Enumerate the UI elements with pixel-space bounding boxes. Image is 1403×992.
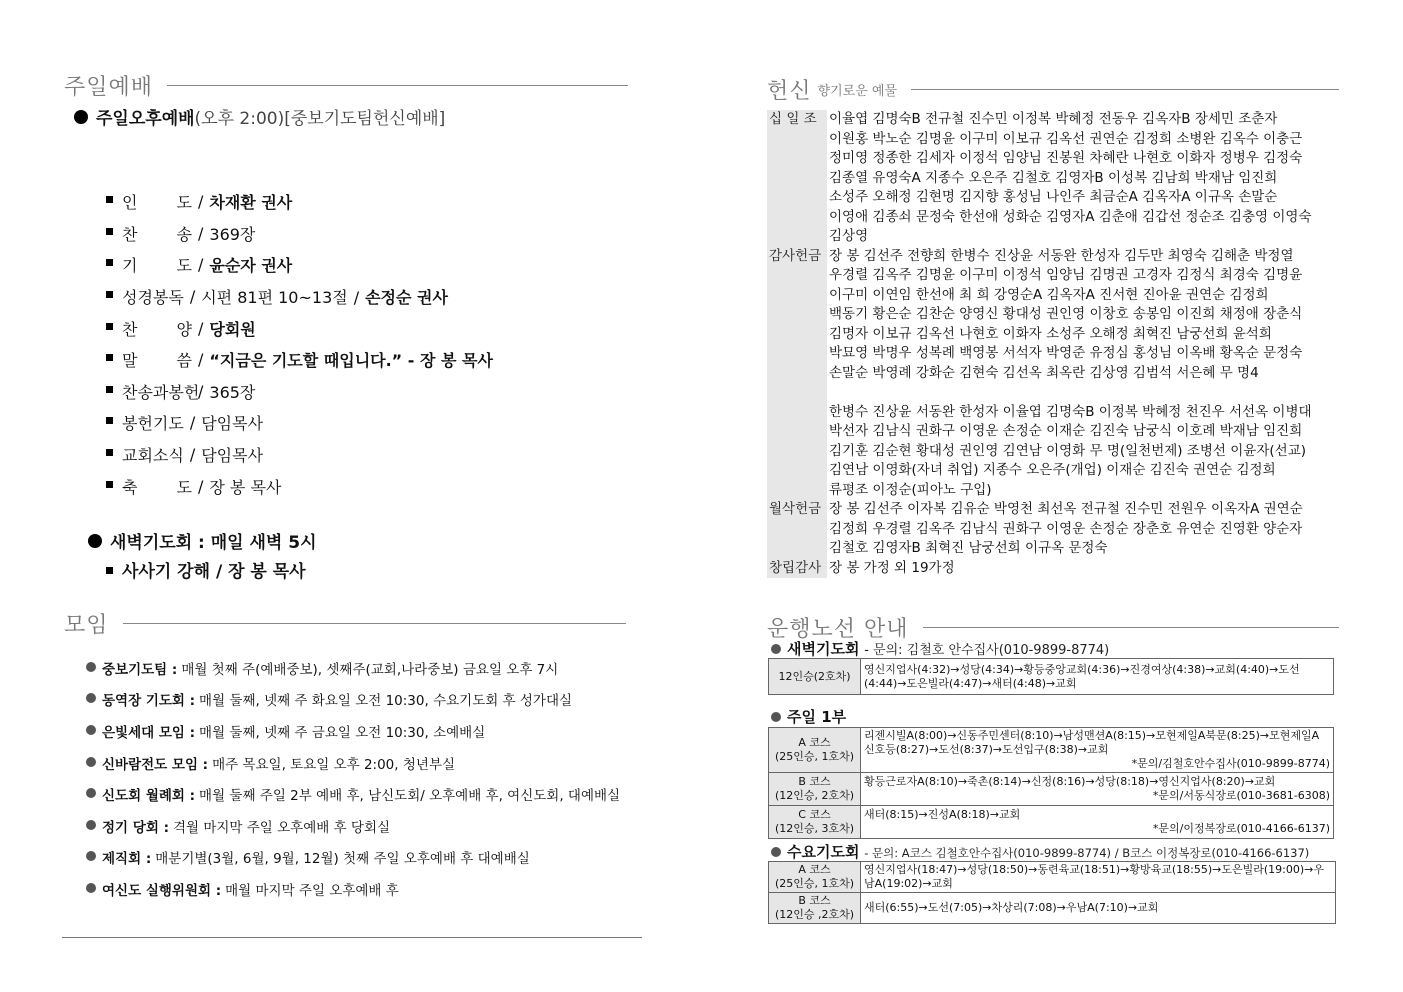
order-value (201, 411, 263, 434)
meeting-desc: 매월 마지막 주일 오후예배 후 (225, 882, 399, 899)
order-separator: / (198, 318, 204, 338)
square-bullet-icon (106, 417, 113, 424)
offering-line: 장 봉 김선주 전향희 한병수 진상윤 서동완 한성자 김두만 최영숙 김해춘 박정열 (829, 247, 1294, 264)
sunday-worship-title: 주일예배 (64, 75, 154, 100)
worship-order-item (106, 186, 493, 218)
bullet-icon (771, 644, 781, 654)
section-title-offerings (767, 74, 1339, 105)
order-value (209, 190, 292, 213)
bullet-icon (86, 662, 96, 672)
table-row (769, 862, 1336, 893)
order-value (209, 475, 281, 498)
order-label-char: 찬 (122, 224, 138, 244)
bus-route-text: 황등근로자A(8:10)→죽촌(8:14)→신정(8:16)→성당(8:18)→영신지업사(8:20)→교회 (864, 775, 1276, 788)
order-label (122, 222, 192, 245)
bus-class-cell (769, 773, 861, 806)
offering-names (827, 110, 1342, 247)
offering-line: 우경렬 김옥주 김명윤 이구미 이정석 임양님 김명권 고경자 김정식 최경숙 김명윤 (829, 267, 1303, 283)
order-value (209, 380, 255, 403)
order-label-char: 기 (122, 256, 138, 276)
offering-line: 김종열 유영숙A 지종수 오은주 김철호 김영자B 이성복 김남희 박재남 임진희 (829, 169, 1278, 186)
meeting-item (86, 747, 620, 779)
meeting-desc: 매월 둘째, 넷째 주 금요일 오전 10:30, 소예배실 (199, 724, 486, 741)
bus-route-cell (861, 728, 1334, 773)
table-row (769, 773, 1334, 806)
order-separator: / (189, 287, 196, 307)
bullet-icon (771, 712, 781, 722)
meeting-desc: 격월 마지막 주일 오후예배 후 당회실 (172, 819, 391, 836)
bus-class-cell: 12인승(2호차) (769, 659, 861, 695)
order-value-text: 장 봉 목사 (209, 477, 282, 497)
title-rule (923, 627, 1339, 628)
meeting-name: 동역장 기도회 : (102, 693, 196, 710)
order-label-char: 축 (122, 477, 138, 497)
order-label: 성경봉독 (122, 288, 184, 308)
order-value-text: 윤순자 권사 (209, 256, 293, 276)
order-label-char: 도 (176, 193, 192, 213)
offering-line: 이원홍 박노순 김명윤 이구미 이보규 김옥선 권연순 김정희 소병완 김옥수 이충근 (829, 130, 1303, 147)
bus-sunday-table (768, 727, 1334, 839)
bullet-icon (771, 847, 781, 857)
offering-line: 정미영 정종한 김세자 이정석 임양님 진봉원 차혜란 나현호 이화자 정병우 김정숙 (829, 150, 1303, 166)
offering-line: 백동기 황은순 김찬순 양영신 황대성 권인영 이창호 송봉임 이진희 채정애 장춘식 (829, 306, 1303, 322)
bus-dawn-heading (771, 638, 1109, 659)
order-value-text: 담임목사 (201, 446, 264, 466)
offerings-list (767, 110, 1342, 578)
meeting-name: 제직회 : (102, 851, 152, 868)
bus-route-cell: 영신지업사(18:47)→성당(18:50)→동련육교(18:51)→황방육교(18:55)→도은빌라(19:00)→우남A(19:02)→교회 (861, 862, 1336, 893)
offering-line: 김기훈 김순현 황대성 권인영 김연남 이영화 무 명(일천번제) 조병선 이윤자(선교) (829, 442, 1306, 459)
order-label-char: 찬 (122, 319, 138, 339)
order-label-char: 송 (176, 224, 192, 244)
bullet-icon (86, 725, 96, 735)
order-value-text: 당회원 (209, 319, 256, 339)
offering-group (767, 110, 1342, 247)
order-value (209, 222, 255, 245)
offering-group (767, 500, 1342, 559)
bullet-icon (86, 851, 96, 861)
bus-class-line: (12인승, 3호차) (774, 822, 855, 835)
bus-class-line: (25인승, 1호차) (774, 877, 855, 890)
meeting-name: 여신도 실행위원회 : (102, 882, 222, 899)
meeting-name: 정기 당회 : (102, 819, 169, 836)
meeting-item (86, 652, 620, 684)
bus-dawn-contact: - 문의: 김철호 안수집사(010-9899-8774) (864, 643, 1110, 658)
order-label (122, 190, 192, 213)
order-extra-text: 손정순 권사 (365, 288, 448, 308)
meeting-item (86, 778, 620, 810)
square-bullet-icon (106, 196, 113, 203)
meeting-desc: 매월 둘째 주일 2부 예배 후, 남신도회/ 오후예배 후, 여신도회, 대예배실 (199, 788, 621, 805)
afternoon-service-name: 주일오후예배 (96, 109, 195, 129)
bus-class-line: A 코스 (798, 736, 831, 749)
table-row (769, 728, 1334, 773)
meeting-desc: 매주 목요일, 토요일 오후 2:00, 청년부실 (212, 756, 456, 773)
bus-class-line: B 코스 (798, 894, 831, 907)
meeting-name: 중보기도팀 : (102, 661, 178, 678)
order-value-text: 365장 (209, 382, 256, 402)
order-label-char: 말 (122, 351, 138, 371)
worship-order-item (106, 470, 493, 502)
meetings-list (86, 652, 620, 905)
order-label (122, 380, 200, 403)
title-rule (911, 89, 1339, 90)
offering-line: 박선자 김남식 권화구 이영운 손정순 이재순 김진숙 남궁식 이호례 박재남 임진희 (829, 423, 1303, 439)
order-separator: / (198, 476, 204, 496)
section-title-meetings (64, 608, 626, 639)
order-separator: / (198, 192, 204, 212)
order-label: 교회소식 (122, 446, 184, 466)
worship-order-list (106, 186, 493, 502)
bullet-icon (88, 534, 102, 548)
offerings-title: 헌신 (767, 79, 812, 104)
worship-order-item (106, 218, 493, 250)
meeting-name: 신바람전도 모임 : (102, 756, 209, 773)
bus-title: 운행노선 안내 (767, 617, 909, 642)
offering-line: 김정희 우경렬 김옥주 김남식 권화구 이영운 손정순 장춘호 유연순 진영환 양순자 (829, 520, 1303, 537)
offering-line: 류평조 이정순(피아노 구입) (829, 481, 992, 498)
offering-line: 손말순 박영례 강화순 김현숙 김선옥 최옥란 김상영 김범석 서은혜 무 명4 (829, 364, 1259, 381)
offering-category: 십 일 조 (767, 110, 827, 247)
meeting-name: 신도회 월례회 : (102, 788, 196, 805)
bullet-icon (86, 693, 96, 703)
meeting-item (86, 810, 620, 842)
bullet-icon (86, 757, 96, 767)
order-label (122, 253, 192, 276)
square-bullet-icon (106, 386, 113, 393)
bus-class-line: B 코스 (798, 775, 831, 788)
square-bullet-icon (106, 259, 113, 266)
bus-class-cell (769, 806, 861, 839)
order-label-char: 인 (122, 193, 138, 213)
order-separator: / (198, 255, 204, 275)
bus-wednesday-contact: - 문의: A코스 김철호안수집사(010-9899-8774) / B코스 이정복장로(010-4166-6137) (864, 846, 1310, 860)
order-value-text: 시편 81편 10~13절 (201, 288, 348, 308)
worship-order-item (106, 281, 493, 313)
square-bullet-icon (106, 228, 113, 235)
meeting-item (86, 842, 620, 874)
order-separator: / (353, 288, 360, 308)
bus-contact-text: *문의/김철호안수집사(010-9899-8774) (1131, 757, 1330, 770)
bus-class-line: C 코스 (798, 808, 831, 821)
order-label-char: 도 (176, 477, 192, 497)
order-label (122, 475, 192, 498)
dawn-prayer-line1: 새벽기도회 : 매일 새벽 5시 (110, 533, 317, 553)
meeting-item (86, 873, 620, 905)
order-value (201, 443, 263, 466)
worship-order-item (106, 344, 493, 376)
bus-dawn-name: 새벽기도회 (787, 640, 860, 658)
order-label-char: 찬송과 (122, 382, 169, 402)
order-value (201, 285, 448, 308)
section-title-sunday-worship (64, 70, 628, 101)
bus-class-line: (12인승 ,2호차) (774, 908, 855, 921)
order-label (122, 348, 192, 371)
order-value (209, 348, 493, 371)
meeting-item (86, 715, 620, 747)
offering-group (767, 247, 1342, 501)
dawn-prayer-line2: 사사기 강해 / 장 봉 목사 (122, 562, 306, 582)
offering-line: 이영애 김종쇠 문정숙 한선애 성화순 김영자A 김춘애 김갑선 정순조 김충영 이영숙 (829, 208, 1312, 225)
order-separator: / (198, 381, 204, 401)
offering-line: 이율엽 김명숙B 전규철 진수민 이정복 박혜정 전동우 김옥자B 장세민 조춘자 (829, 111, 1278, 127)
bus-route-cell (861, 806, 1334, 839)
offering-line: 김철호 김영자B 최혁진 남궁선희 이규옥 문정숙 (829, 540, 1108, 556)
bus-wednesday-name: 수요기도회 (787, 843, 860, 861)
offering-category: 창립감사 (767, 559, 827, 579)
offering-line: 한병수 진상윤 서동완 한성자 이율엽 김명숙B 이정복 박혜정 천진우 서선옥 이병대 (829, 403, 1312, 420)
bus-sunday-heading (771, 706, 846, 727)
order-separator: / (198, 350, 204, 370)
bus-contact-text: *문의/서동식장로(010-3681-6308) (1152, 789, 1330, 802)
bus-route-cell: 새터(6:55)→도선(7:05)→차상리(7:08)→우남A(7:10)→교회 (861, 893, 1336, 924)
bus-route-text: 리젠시빌A(8:00)→신동주민센터(8:10)→남성맨션A(8:15)→모현제일A북문(8:25)→모현제일A 신호등(8:27)→도선(8:37)→도선입구(8:38)→교회 (864, 729, 1320, 756)
order-separator: / (198, 223, 204, 243)
worship-order-item (106, 312, 493, 344)
meeting-name: 은빛세대 모임 : (102, 724, 196, 741)
worship-order-item (106, 376, 493, 408)
bus-contact-text: *문의/이정복장로(010-4166-6137) (1152, 822, 1330, 835)
afternoon-service-heading (74, 104, 445, 129)
order-value-text: “지금은 기도할 때입니다.” - 장 봉 목사 (209, 351, 493, 371)
order-value (209, 317, 255, 340)
order-label-char: 봉헌 (168, 382, 200, 402)
offering-line: 장 봉 가정 외 19가정 (829, 559, 955, 576)
worship-order-item (106, 407, 493, 439)
title-rule (123, 623, 626, 624)
square-bullet-icon (106, 449, 113, 456)
offering-names (827, 247, 1342, 501)
order-value-text: 차재환 권사 (209, 193, 293, 213)
bus-class-cell (769, 893, 861, 924)
order-label (122, 317, 192, 340)
order-label-char: 양 (176, 319, 192, 339)
bullet-icon (86, 883, 96, 893)
offerings-subtitle: 향기로운 예물 (817, 84, 897, 99)
meeting-desc: 매월 둘째, 넷째 주 화요일 오전 10:30, 수요기도회 후 성가대실 (199, 693, 573, 710)
offering-names (827, 559, 1342, 579)
order-value-text: 369장 (209, 224, 256, 244)
offering-line: 김연남 이영화(자녀 취업) 지종수 오은주(개업) 이재순 김진숙 권연순 김정희 (829, 462, 1276, 478)
bullet-icon (86, 788, 96, 798)
dawn-prayer-block (88, 528, 317, 582)
bus-sunday-name: 주일 1부 (787, 708, 847, 726)
bus-class-cell (769, 728, 861, 773)
offering-line: 박묘영 박명우 성복례 백영봉 서석자 박영준 유정심 홍성님 이옥배 황옥순 문정숙 (829, 345, 1303, 361)
worship-order-item (106, 249, 493, 281)
afternoon-service-detail: (오후 2:00)[중보기도팀헌신예배] (194, 109, 446, 129)
square-bullet-icon (106, 291, 113, 298)
offering-line: 장 봉 김선주 이자복 김유순 박영천 최선옥 전규철 진수민 전원우 이옥자A 권연순 (829, 501, 1303, 517)
table-row (769, 893, 1336, 924)
offering-line: 김명자 이보규 김옥선 나현호 이화자 소성주 오해정 최혁진 남궁선희 윤석희 (829, 325, 1272, 342)
bullet-icon (86, 820, 96, 830)
meeting-desc: 매분기별(3월, 6월, 9월, 12월) 첫째 주일 오후예배 후 대예배실 (155, 851, 530, 868)
table-row (769, 806, 1334, 839)
order-value (209, 253, 292, 276)
order-separator: / (189, 413, 196, 433)
bus-wednesday-heading (771, 841, 1309, 862)
bus-dawn-table (768, 658, 1334, 695)
title-rule (167, 85, 628, 86)
offering-line: 김상영 (829, 228, 869, 244)
offering-names (827, 500, 1342, 559)
bus-wednesday-table (768, 861, 1336, 924)
square-bullet-icon (106, 481, 113, 488)
square-bullet-icon (106, 323, 113, 330)
order-label-char: 씀 (176, 351, 192, 371)
offering-line: 소성주 오해정 김현명 김지향 홍성님 나인주 최금순A 김옥자A 이규옥 손말순 (829, 189, 1278, 205)
bullet-icon (74, 110, 88, 124)
offering-line (829, 383, 1342, 403)
bus-class-line: (25인승, 1호차) (774, 750, 855, 763)
square-bullet-icon (106, 567, 113, 574)
order-label-char: 도 (176, 256, 192, 276)
order-value-text: 담임목사 (201, 414, 264, 434)
bus-route-cell: 영신지업사(4:32)→성당(4:34)→황등중앙교회(4:36)→진경여상(4:38)→교회(4:40)→도선(4:44)→도은빌라(4:47)→새터(4:48)→교회 (861, 659, 1334, 695)
order-separator: / (189, 445, 196, 465)
order-label: 봉헌기도 (122, 414, 184, 434)
meeting-desc: 매월 첫째 주(예배중보), 셋째주(교회,나라중보) 금요일 오후 7시 (181, 661, 559, 678)
table-row (769, 659, 1334, 695)
square-bullet-icon (106, 354, 113, 361)
worship-order-item (106, 439, 493, 471)
offering-group (767, 559, 1342, 579)
bus-class-cell (769, 862, 861, 893)
meeting-item (86, 684, 620, 716)
bottom-rule (62, 937, 642, 938)
bus-route-text: 새터(8:15)→진성A(8:18)→교회 (864, 808, 1021, 821)
offering-category: 감사헌금 (767, 247, 827, 501)
meetings-title: 모임 (64, 613, 109, 638)
bus-class-line: (12인승, 2호차) (774, 789, 855, 802)
bus-route-cell (861, 773, 1334, 806)
offering-line: 이구미 이연임 한선애 최 희 강영순A 김옥자A 진서현 진아윤 권연순 김정희 (829, 286, 1269, 303)
offering-category: 월삭헌금 (767, 500, 827, 559)
bus-class-line: A 코스 (798, 863, 831, 876)
